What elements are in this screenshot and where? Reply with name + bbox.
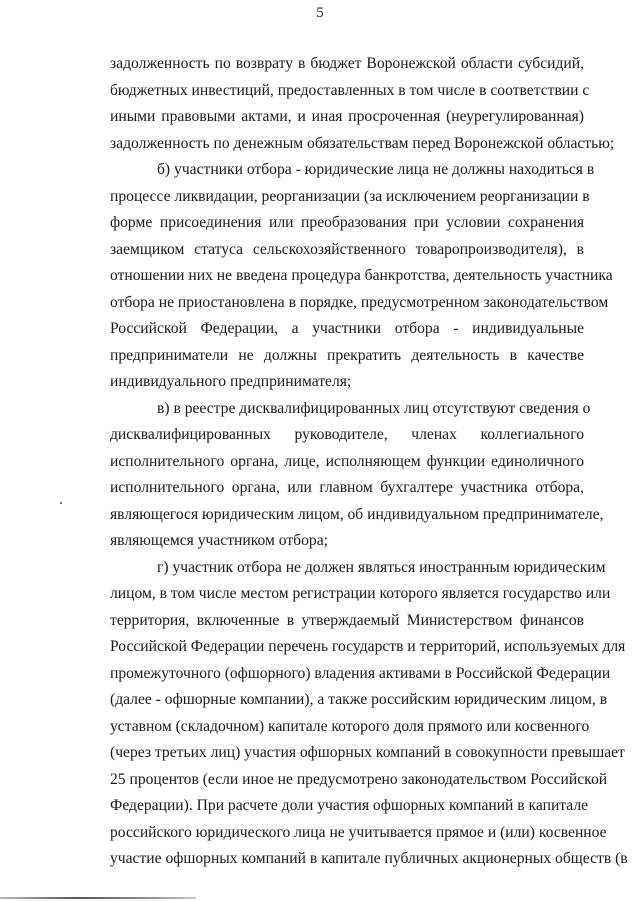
- text-line: форме присоединения или преобразования при условии сохранения: [110, 214, 584, 231]
- text-line: в) в реестре дисквалифицированных лиц отсутствуют сведения о: [157, 399, 591, 417]
- text-line: Российской Федерации, а участники отбора - индивидуальные: [110, 320, 584, 337]
- paragraph-continuation: [110, 51, 615, 157]
- text-line: задолженность по денежным обязательствам перед Воронежской областью;: [110, 134, 615, 152]
- text-line: (через третьих лиц) участия офшорных компаний в совокупности превышает: [110, 744, 625, 761]
- paragraph-item-g: [110, 555, 628, 873]
- text-line: лицом, в том числе местом регистрации которого является государство или: [110, 585, 611, 602]
- text-line: являющегося юридическим лицом, об индивидуальном предпринимателе,: [110, 505, 604, 523]
- text-line: Российской Федерации перечень государств и территорий, используемых для: [110, 638, 626, 655]
- paragraph-item-v: [110, 396, 604, 555]
- scan-artifact-dot: [60, 502, 62, 504]
- scan-artifact-line: [0, 897, 196, 899]
- text-line: отношении них не введена процедура банкротства, деятельность участника: [110, 267, 613, 284]
- text-line: б) участники отбора - юридические лица не должны находиться в: [157, 161, 595, 178]
- text-line: уставном (складочном) капитале которого доля прямого или косвенного: [110, 717, 590, 735]
- text-line: задолженность по возврату в бюджет Воронежской области субсидий,: [110, 55, 584, 72]
- text-line: заемщиком статуса сельскохозяйственного товаропроизводителя), в: [110, 240, 584, 258]
- page-number: 5: [316, 5, 324, 21]
- text-line: Федерации). При расчете доли участия офшорных компаний в капитале: [110, 797, 589, 814]
- text-line: исполнительного органа, лице, исполняющем функции единоличного: [110, 452, 584, 470]
- text-line: 25 процентов (если иное не предусмотрено законодательством Российской: [110, 770, 608, 788]
- text-line: процессе ликвидации, реорганизации (за исключением реорганизации в: [110, 187, 590, 205]
- text-line: г) участник отбора не должен являться иностранным юридическим: [157, 558, 606, 576]
- text-line: индивидуального предпринимателя;: [110, 373, 352, 390]
- text-line: (далее - офшорные компании), а также российским юридическим лицом, в: [110, 691, 608, 708]
- document-body: [110, 51, 628, 873]
- text-line: отбора не приостановлена в порядке, предусмотренном законодательством: [110, 293, 609, 311]
- text-line: участие офшорных компаний в капитале публичных акционерных обществ (в: [110, 850, 628, 867]
- paragraph-item-b: [110, 157, 613, 396]
- text-line: бюджетных инвестиций, предоставленных в том числе в соответствии с: [110, 81, 590, 99]
- text-line: иными правовыми актами, и иная просроченная (неурегулированная): [110, 108, 584, 125]
- text-line: российского юридического лица не учитывается прямое и (или) косвенное: [110, 823, 607, 841]
- text-line: исполнительного органа, или главном бухгалтере участника отбора,: [110, 479, 584, 496]
- text-line: территория, включенные в утверждаемый Министерством финансов: [110, 611, 584, 629]
- text-line: предприниматели не должны прекратить деятельность в качестве: [110, 346, 584, 364]
- text-line: дисквалифицированных руководителе, членах коллегиального: [110, 426, 584, 443]
- text-line: промежуточного (офшорного) владения активами в Российской Федерации: [110, 664, 611, 682]
- text-line: являющемся участником отбора;: [110, 532, 328, 549]
